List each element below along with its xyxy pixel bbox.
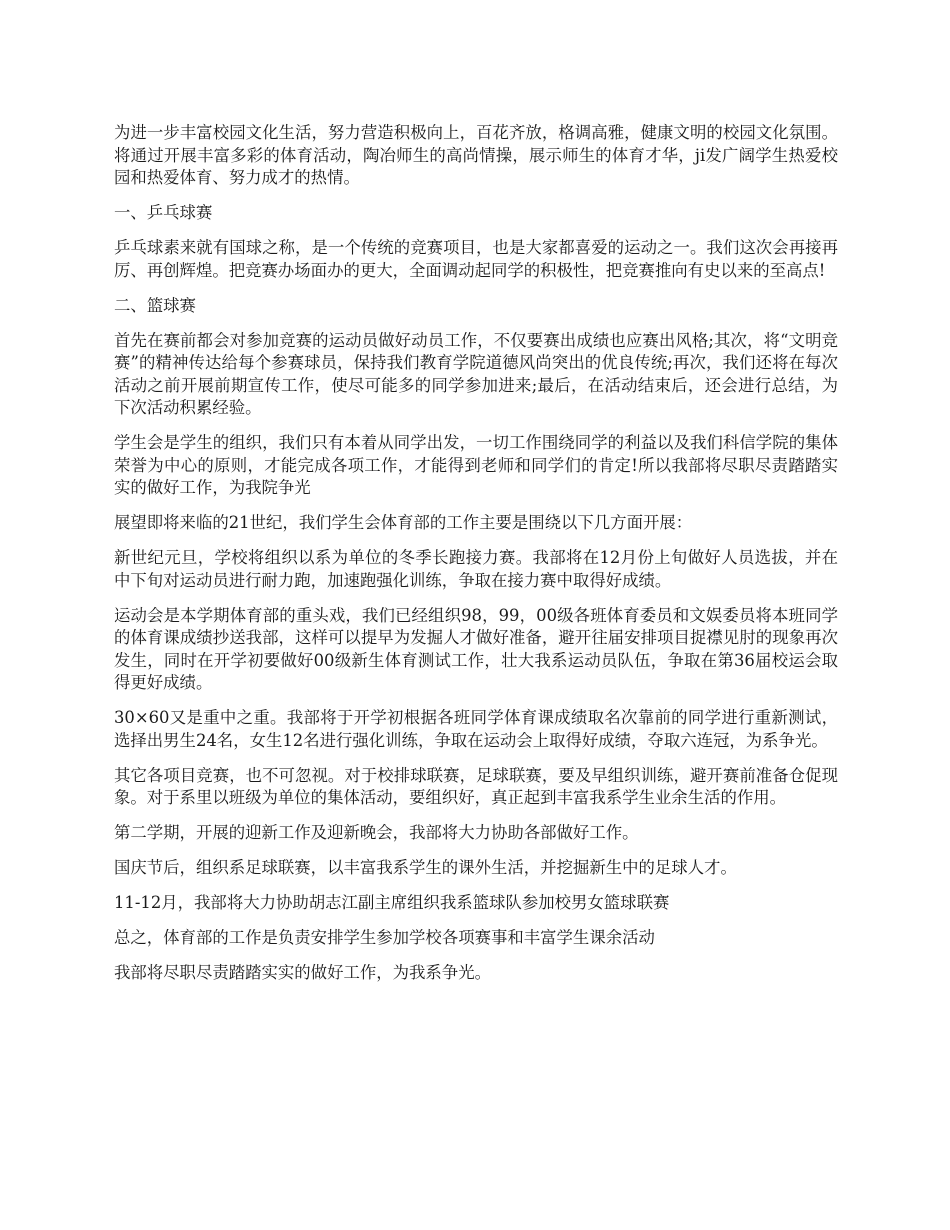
other-competitions-paragraph: 其它各项目竞赛，也不可忽视。对于校排球联赛，足球联赛，要及早组织训练，避开赛前准备仓促现象。对于系里以班级为单位的集体活动，要组织好，真正起到丰富我系学生业余生活的作用。 [114,765,838,807]
training-paragraph: 30×60又是重中之重。我部将于开学初根据各班同学体育课成绩取名次靠前的同学进行重新测试，选择出男生24名，女生12名进行强化训练，争取在运动会上取得好成绩，夺取六连冠，为系争光。 [114,708,838,750]
football-league-paragraph: 国庆节后，组织系足球联赛，以丰富我系学生的课外生活，并挖掘新生中的足球人才。 [114,858,737,877]
summary-paragraph: 总之，体育部的工作是负责安排学生参加学校各项赛事和丰富学生课余活动 [114,928,655,947]
section-heading-basketball: 二、篮球赛 [114,295,196,315]
student-union-paragraph: 学生会是学生的组织，我们只有本着从同学出发，一切工作围绕同学的利益以及我们科信学院的集体荣誉为中心的原则，才能完成各项工作，才能得到老师和同学们的肯定!所以我部将尽职尽责踏踏实实的做好工作，为我院争光 [114,433,838,497]
closing-paragraph: 我部将尽职尽责踏踏实实的做好工作，为我系争光。 [114,963,491,982]
sports-meet-paragraph: 运动会是本学期体育部的重头戏，我们已经组织98，99，00级各班体育委员和文娱委员将本班同学的体育课成绩抄送我部，这样可以提早为发掘人才做好准备，避开往届安排项目捉襟见肘的现象再次发生，同时在开学初要做好00级新生体育测试工作，壮大我系运动员队伍，争取在第36届校运会取得更好成绩。 [114,605,838,692]
intro-paragraph: 为进一步丰富校园文化生活，努力营造积极向上，百花齐放，格调高雅，健康文明的校园文化氛围。将通过开展丰富多彩的体育活动，陶冶师生的高尚情操，展示师生的体育才华，ji发广阔学生热爱校园和热爱体育、努力成才的热情。 [114,123,838,187]
relay-race-paragraph: 新世纪元旦，学校将组织以系为单位的冬季长跑接力赛。我部将在12月份上旬做好人员选拔，并在中下旬对运动员进行耐力跑，加速跑强化训练，争取在接力赛中取得好成绩。 [114,548,838,590]
outlook-paragraph: 展望即将来临的21世纪，我们学生会体育部的工作主要是围绕以下几方面开展： [114,513,693,532]
document-body [114,122,838,997]
second-semester-paragraph: 第二学期，开展的迎新工作及迎新晚会，我部将大力协助各部做好工作。 [114,823,639,842]
table-tennis-paragraph: 乒乓球素来就有国球之称，是一个传统的竞赛项目，也是大家都喜爱的运动之一。我们这次会再接再厉、再创辉煌。把竞赛办场面办的更大，全面调动起同学的积极性，把竞赛推向有史以来的至高点! [114,238,838,280]
basketball-league-paragraph: 11-12月，我部将大力协助胡志江副主席组织我系篮球队参加校男女篮球联赛 [114,893,670,912]
section-heading-table-tennis: 一、乒乓球赛 [114,203,213,222]
basketball-paragraph: 首先在赛前都会对参加竞赛的运动员做好动员工作，不仅要赛出成绩也应赛出风格;其次，将“文明竞赛”的精神传达给每个参赛球员，保持我们教育学院道德风尚突出的优良传统;再次，我们还将在每次活动之前开展前期宣传工作，使尽可能多的同学参加进来;最后，在活动结束后，还会进行总结，为下次活动积累经验。 [114,330,838,417]
